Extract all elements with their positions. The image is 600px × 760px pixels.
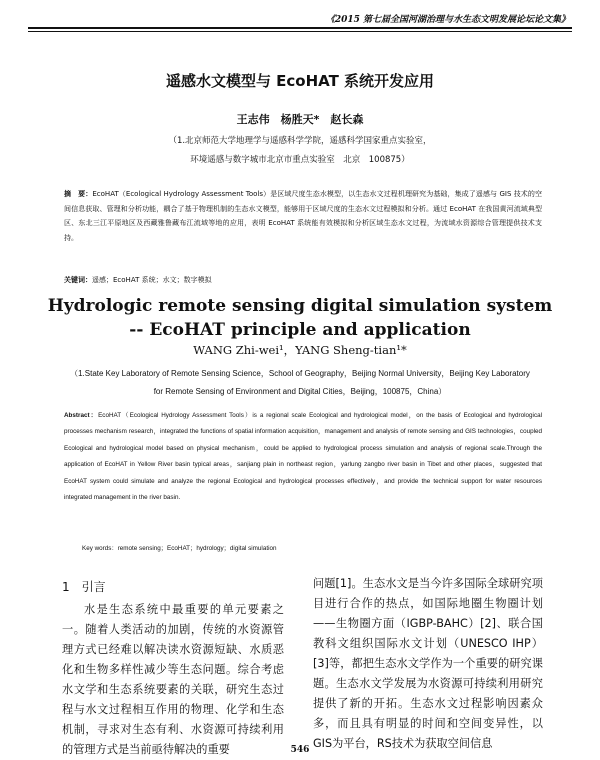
english-authors: WANG Zhi-wei¹，YANG Sheng-tian¹*: [193, 343, 407, 357]
chinese-keywords-label: 关键词：: [64, 276, 92, 284]
english-abstract-label: Abstract：: [64, 412, 99, 419]
chinese-abstract-label: 摘 要：: [64, 190, 93, 198]
english-title-line1: Hydrologic remote sensing digital simulation system: [47, 296, 553, 316]
chinese-title: 遥感水文模型与 EcoHAT 系统开发应用: [165, 72, 435, 90]
english-keywords-label: Key words：: [82, 545, 118, 552]
header-rule-thin: [28, 31, 572, 32]
chinese-affiliation-line2: 环境遥感与数字城市北京市重点实验室 北京 100875）: [190, 155, 410, 165]
chinese-authors: 王志伟 杨胜天* 赵长森: [236, 113, 364, 126]
running-header: 《2015 第七届全国河湖治理与水生态文明发展论坛论文集》: [325, 15, 570, 25]
chinese-abstract-text: EcoHAT（Ecological Hydrology Assessment Tools）是区域尺度生态水模型，以生态水文过程机理研究为基础，集成了遥感与 GIS 技术的空间信息获取、管理和分析功能，耦合了基于物理机制的生态水文模型，能够用于区域尺度的生态水文过程模拟和分析。通过 EcoHAT 在我国黄河流域典型区、东北三江平原地区及西藏雅鲁藏布江流域等地的应用，表明 EcoHAT 系统能有效模拟和分析区域生态水文过程，为流域水资源综合管理提供技术支持。: [64, 190, 542, 242]
english-keywords: [82, 543, 542, 552]
header-rule: [28, 27, 572, 29]
english-abstract: [64, 408, 542, 506]
body-left-column: 水是生态系统中最重要的单元要素之一。随着人类活动的加剧，传统的水资源管理方式已经难以解决读水资源短缺、水质恶化和生物多样性减少等生态问题。综合考虑水文学和生态系统要素的关联，研究生态过程与水文过程相互作用的物理、化学和生态机制，寻求对生态有利、水资源可持续利用的管理方式是当前亟待解决的重要: [62, 603, 284, 756]
section-heading: 1 引言: [62, 580, 106, 594]
english-keywords-text: remote sensing；EcoHAT；hydrology；digital simulation: [117, 545, 277, 552]
chinese-abstract: [64, 187, 542, 245]
english-title-line2: -- EcoHAT principle and application: [129, 320, 471, 340]
english-affiliation-line2: for Remote Sensing of Environment and Digital Cities，Beijing，100875，China）: [153, 387, 447, 396]
chinese-affiliation-line1: （1.北京师范大学地理学与遥感科学学院，遥感科学国家重点实验室，: [168, 136, 432, 146]
chinese-keywords: [64, 275, 542, 285]
english-affiliation-line1: （1.State Key Laboratory of Remote Sensing Science，School of Geography，Beijing Normal University，Beijing Key Laboratory: [70, 369, 530, 378]
page-number: 546: [290, 745, 310, 755]
body-right-column: 问题[1]。生态水文是当今许多国际全球研究项目进行合作的热点，如国际地圈生物圈计划——生物圈方面（IGBP-BAHC）[2]、联合国教科文组织国际水文计划（UNESCO IHP）[3]等，都把生态水文学作为一个重要的研究课题。生态水文学发展为水资源可持续利用研究提供了新的开拓。生态水文过程影响因素众多，而且具有明显的时间和空间变异性，以GIS为平台，RS技术为获取空间信息: [313, 577, 543, 750]
english-abstract-text: EcoHAT（Ecological Hydrology Assessment Tools）is a regional scale Ecological and hydrological model，on the basis of Ecological and hydrological processes mechanism research，integrated the functions of spatial information acquisition，management and analysis of remote sensing and GIS technologies，coupled Ecological and hydrological model based on physical mechanism，could be applied to hydrological process simulation and analysis of regional scale.Through the application of EcoHAT in Yellow River basin typical areas，sanjiang plain in northeast region，yarlung zangbo river basin in Tibet and other places，suggested that EcoHAT system could simulate and analyze the regional Ecological and hydrological processes effectively，and provide the technical support for water resources integrated management in the river basin.: [64, 412, 543, 502]
chinese-keywords-text: 遥感；EcoHAT 系统；水文；数字模拟: [92, 276, 212, 284]
